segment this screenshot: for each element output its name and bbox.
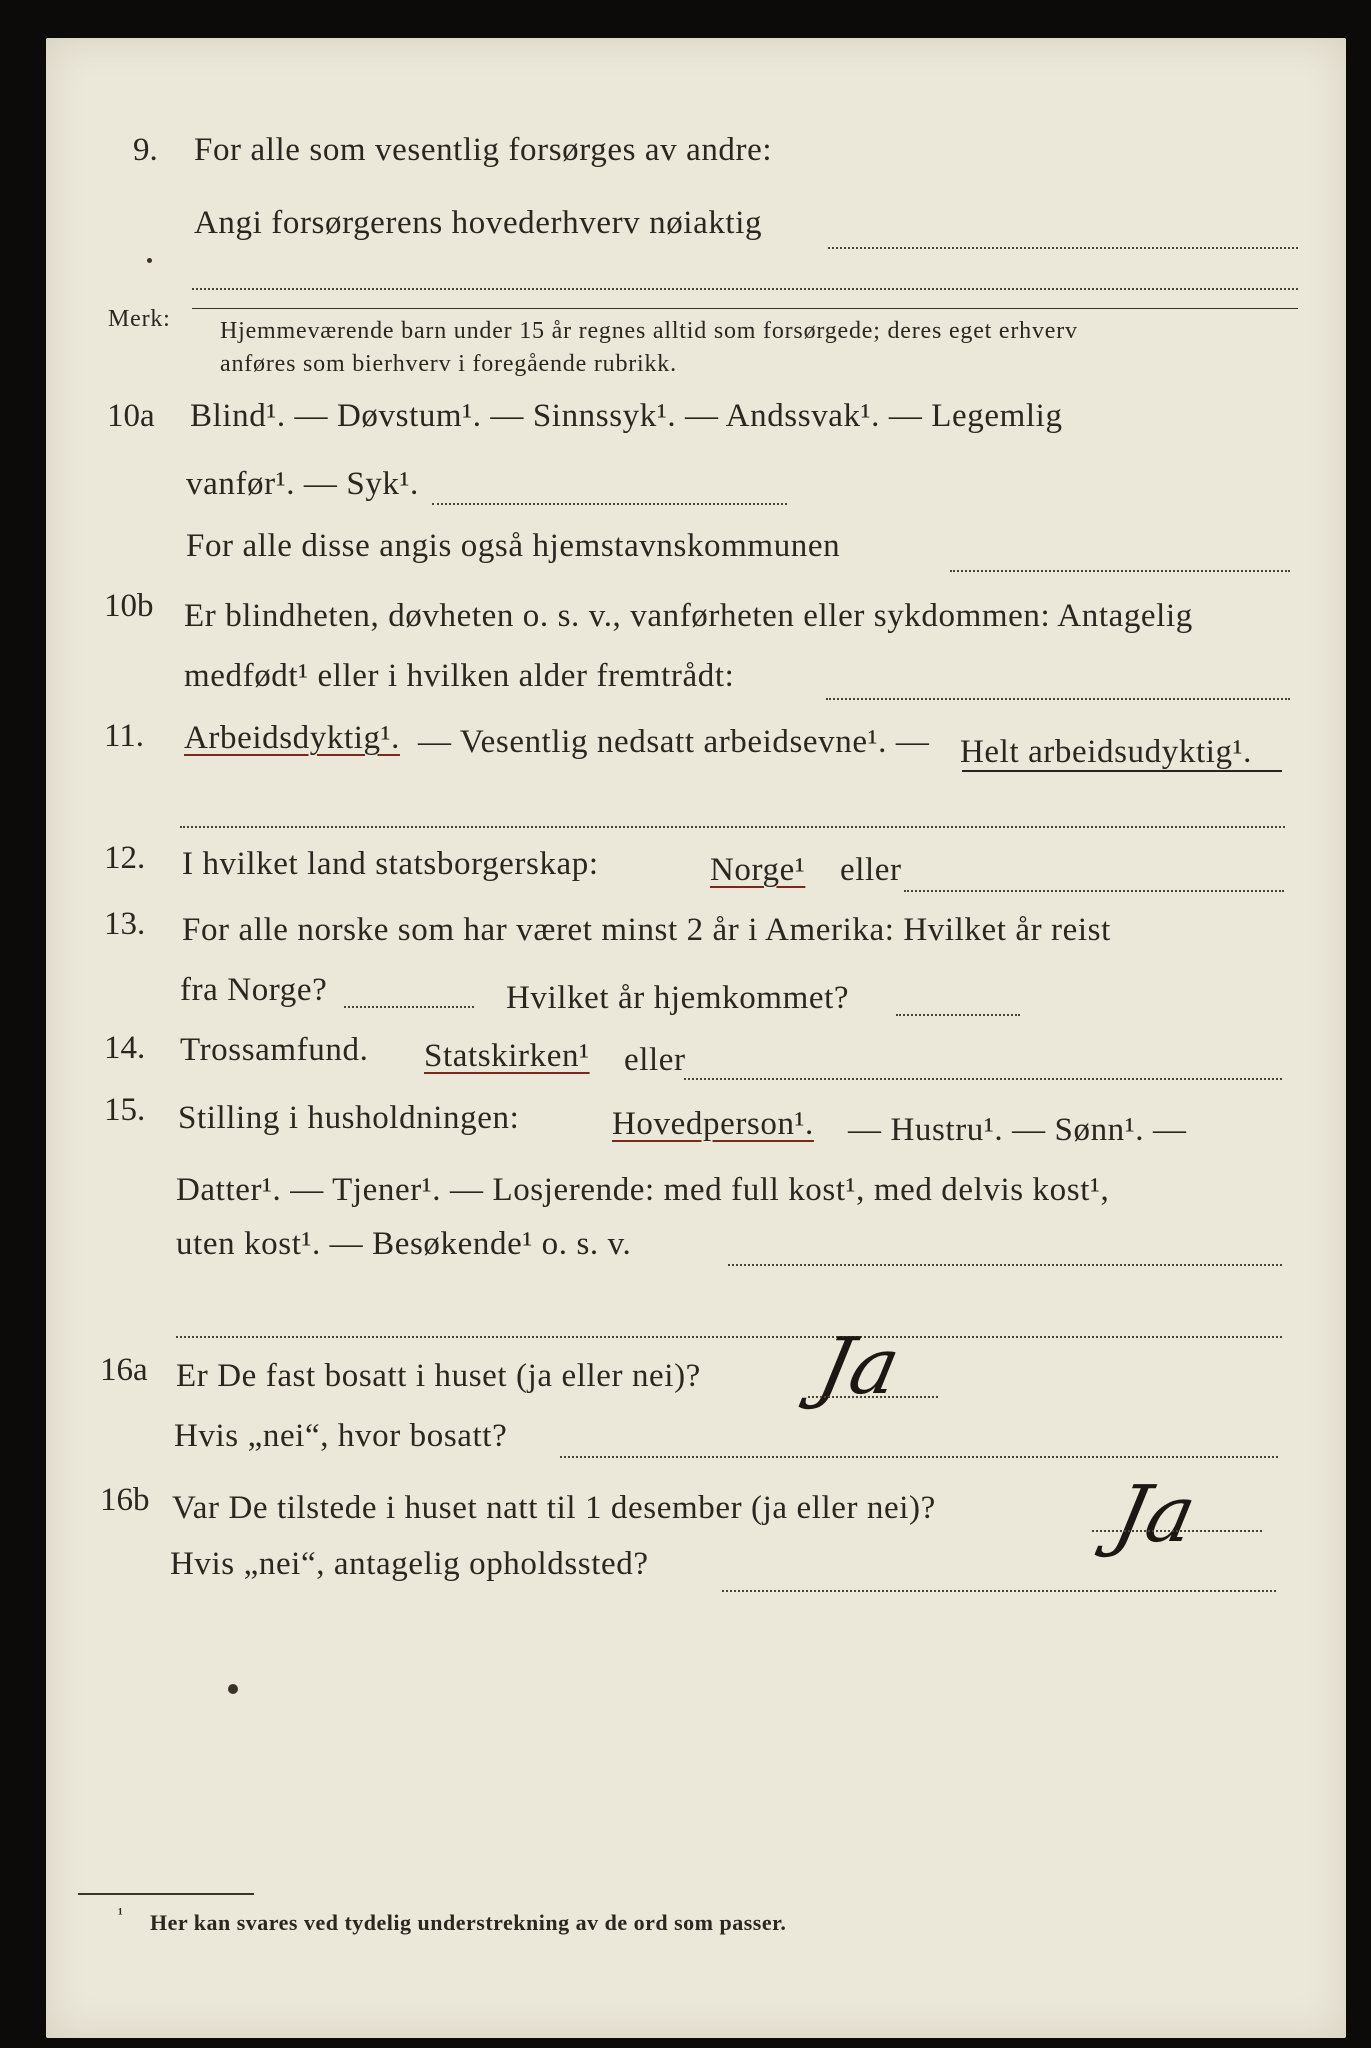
q15-answer-field[interactable]	[728, 1264, 1282, 1266]
q10a-number: 10a	[107, 398, 155, 434]
q10b-answer-field[interactable]	[826, 698, 1290, 700]
ink-blot	[147, 258, 152, 263]
q15-number: 15.	[104, 1092, 146, 1128]
q10b-number: 10b	[104, 588, 154, 624]
q13-number: 13.	[104, 906, 146, 942]
q16a-answer-field[interactable]	[808, 1396, 938, 1398]
q16a-handwritten-answer: Ja	[810, 1322, 908, 1412]
q10a-line1: Blind¹. — Døvstum¹. — Sinnssyk¹. — Andssvak¹. — Legemlig	[190, 398, 1063, 434]
q11-option-arbeidsdyktig[interactable]: Arbeidsdyktig¹.	[184, 720, 400, 756]
q13-line2a: fra Norge?	[180, 972, 328, 1008]
q9-number: 9.	[133, 132, 158, 168]
q15-answer-field-2[interactable]	[176, 1336, 1282, 1338]
footnote-mark: ¹	[118, 1906, 124, 1923]
q10b-line2: medfødt¹ eller i hvilken alder fremtrådt:	[184, 658, 735, 694]
merk-label: Merk:	[108, 306, 171, 332]
q9-answer-field[interactable]	[828, 247, 1298, 249]
q10a-hjemstavn-field[interactable]	[950, 570, 1290, 572]
q10b-line1: Er blindheten, døvheten o. s. v., vanførheten eller sykdommen: Antagelig	[184, 598, 1193, 634]
footnote-rule	[78, 1893, 254, 1895]
q16b-answer-field[interactable]	[1092, 1530, 1262, 1532]
q10a-answer-field[interactable]	[432, 503, 787, 505]
q11-answer-field[interactable]	[180, 826, 1285, 828]
q14-prefix: Trossamfund.	[180, 1032, 369, 1068]
q13-line1: For alle norske som har været minst 2 år i Amerika: Hvilket år reist	[182, 912, 1111, 948]
q9-answer-field-2[interactable]	[192, 288, 1298, 290]
q15-prefix: Stilling i husholdningen:	[178, 1100, 520, 1136]
q16b-number: 16b	[100, 1482, 150, 1518]
q12-answer-field[interactable]	[904, 890, 1284, 892]
q16a-bosatt-field[interactable]	[560, 1456, 1278, 1458]
q16b-line2: Hvis „nei“, antagelig opholdssted?	[170, 1546, 649, 1582]
q14-answer-field[interactable]	[684, 1078, 1282, 1080]
q13-line2b: Hvilket år hjemkommet?	[506, 980, 850, 1016]
divider	[192, 308, 1298, 309]
q12-option-norge[interactable]: Norge¹	[710, 852, 806, 888]
footnote-text: Her kan svares ved tydelig understrekning av de ord som passer.	[150, 1910, 787, 1935]
strikethrough-mark	[962, 770, 1282, 772]
ink-blot	[228, 1684, 238, 1694]
q16a-line1: Er De fast bosatt i huset (ja eller nei)?	[176, 1358, 701, 1394]
q15-options-rest[interactable]: — Hustru¹. — Sønn¹. —	[848, 1112, 1187, 1148]
q10a-line2: vanfør¹. — Syk¹.	[186, 466, 419, 502]
q12-number: 12.	[104, 840, 146, 876]
q15-line2[interactable]: Datter¹. — Tjener¹. — Losjerende: med full kost¹, med delvis kost¹,	[176, 1172, 1110, 1208]
q13-hjemkommet-field[interactable]	[896, 1014, 1020, 1016]
q14-number: 14.	[104, 1030, 146, 1066]
q9-line1: For alle som vesentlig forsørges av andre:	[194, 132, 773, 168]
q9-line2: Angi forsørgerens hovederhverv nøiaktig	[194, 205, 763, 241]
q16b-handwritten-answer: Ja	[1106, 1470, 1204, 1560]
q13-reist-field[interactable]	[344, 1006, 474, 1008]
merk-line1: Hjemmeværende barn under 15 år regnes alltid som forsørgede; deres eget erhverv	[220, 318, 1078, 344]
q12-eller: eller	[840, 852, 902, 888]
q10a-line3: For alle disse angis også hjemstavnskommunen	[186, 528, 841, 564]
q11-option-nedsatt[interactable]: — Vesentlig nedsatt arbeidsevne¹. —	[418, 724, 930, 760]
merk-line2: anføres som bierhverv i foregående rubrikk.	[220, 351, 677, 377]
q14-option-statskirken[interactable]: Statskirken¹	[424, 1038, 590, 1074]
q15-line3[interactable]: uten kost¹. — Besøkende¹ o. s. v.	[176, 1226, 632, 1262]
q16a-line2: Hvis „nei“, hvor bosatt?	[174, 1418, 508, 1454]
q16a-number: 16a	[100, 1352, 148, 1388]
q15-option-hovedperson[interactable]: Hovedperson¹.	[612, 1106, 814, 1142]
q14-eller: eller	[624, 1042, 686, 1078]
q11-number: 11.	[104, 718, 145, 754]
q16b-opholdssted-field[interactable]	[722, 1590, 1276, 1592]
q11-option-udyktig[interactable]: Helt arbeidsudyktig¹.	[960, 734, 1252, 770]
q16b-line1: Var De tilstede i huset natt til 1 desember (ja eller nei)?	[172, 1490, 936, 1526]
q12-prefix: I hvilket land statsborgerskap:	[182, 846, 599, 882]
